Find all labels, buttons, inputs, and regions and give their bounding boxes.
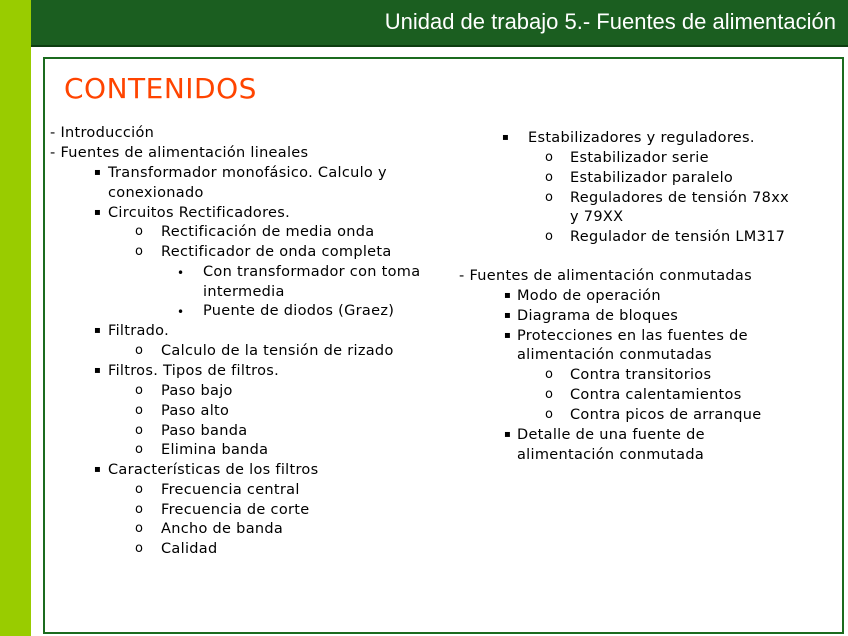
list-item: Elimina banda bbox=[161, 442, 269, 458]
circle-bullet-icon: o bbox=[135, 541, 143, 556]
list-item: Rectificación de media onda bbox=[161, 224, 375, 240]
square-bullet-icon: ▪ bbox=[94, 365, 101, 376]
list-item: Regulador de tensión LM317 bbox=[570, 229, 786, 245]
list-item: Detalle de una fuente de bbox=[517, 427, 705, 443]
list-item: Rectificador de onda completa bbox=[161, 244, 392, 260]
list-item: - Fuentes de alimentación lineales bbox=[50, 145, 309, 161]
list-item: Protecciones en las fuentes de bbox=[517, 328, 748, 344]
square-bullet-icon: ▪ bbox=[94, 167, 101, 178]
list-item: Paso alto bbox=[161, 403, 230, 419]
list-item: - Introducción bbox=[50, 125, 155, 141]
circle-bullet-icon: o bbox=[545, 150, 553, 165]
circle-bullet-icon: o bbox=[545, 190, 553, 205]
list-item: Estabilizador serie bbox=[570, 150, 709, 166]
list-item: Frecuencia central bbox=[161, 482, 300, 498]
circle-bullet-icon: o bbox=[545, 229, 553, 244]
circle-bullet-icon: o bbox=[135, 343, 143, 358]
slide-header bbox=[31, 0, 848, 47]
list-item: Frecuencia de corte bbox=[161, 502, 310, 518]
list-item: Paso banda bbox=[161, 423, 248, 439]
circle-bullet-icon: o bbox=[135, 403, 143, 418]
list-item: - Fuentes de alimentación conmutadas bbox=[459, 268, 752, 284]
list-item: Paso bajo bbox=[161, 383, 233, 399]
list-item: Características de los filtros bbox=[108, 462, 319, 478]
circle-bullet-icon: o bbox=[135, 482, 143, 497]
list-item: y 79XX bbox=[570, 209, 624, 225]
square-bullet-icon: ▪ bbox=[504, 330, 511, 341]
list-item: Contra transitorios bbox=[570, 367, 712, 383]
square-bullet-icon: ▪ bbox=[94, 464, 101, 475]
circle-bullet-icon: o bbox=[135, 383, 143, 398]
dot-bullet-icon: • bbox=[177, 266, 185, 280]
list-item: Con transformador con toma bbox=[203, 264, 421, 280]
list-item: Calculo de la tensión de rizado bbox=[161, 343, 394, 359]
dot-bullet-icon: • bbox=[177, 305, 185, 319]
circle-bullet-icon: o bbox=[135, 521, 143, 536]
square-bullet-icon: ▪ bbox=[502, 132, 509, 143]
list-item: alimentación conmutadas bbox=[517, 347, 712, 363]
list-item: Diagrama de bloques bbox=[517, 308, 679, 324]
list-item: Puente de diodos (Graez) bbox=[203, 303, 395, 319]
left-accent-bar bbox=[0, 0, 31, 636]
list-item: Ancho de banda bbox=[161, 521, 284, 537]
square-bullet-icon: ▪ bbox=[504, 290, 511, 301]
circle-bullet-icon: o bbox=[135, 423, 143, 438]
circle-bullet-icon: o bbox=[545, 407, 553, 422]
list-item: Reguladores de tensión 78xx bbox=[570, 190, 789, 206]
list-item: alimentación conmutada bbox=[517, 447, 705, 463]
list-item: intermedia bbox=[203, 284, 285, 300]
list-item: Calidad bbox=[161, 541, 218, 557]
list-item: Estabilizador paralelo bbox=[570, 170, 734, 186]
list-item: Contra calentamientos bbox=[570, 387, 742, 403]
circle-bullet-icon: o bbox=[135, 224, 143, 239]
list-item: Filtrado. bbox=[108, 323, 170, 339]
list-item: Contra picos de arranque bbox=[570, 407, 762, 423]
circle-bullet-icon: o bbox=[135, 244, 143, 259]
circle-bullet-icon: o bbox=[545, 170, 553, 185]
list-item: Modo de operación bbox=[517, 288, 661, 304]
list-item: Estabilizadores y reguladores. bbox=[528, 130, 755, 146]
circle-bullet-icon: o bbox=[135, 442, 143, 457]
circle-bullet-icon: o bbox=[135, 502, 143, 517]
square-bullet-icon: ▪ bbox=[504, 310, 511, 321]
section-heading: CONTENIDOS bbox=[64, 72, 257, 105]
list-item: Circuitos Rectificadores. bbox=[108, 205, 291, 221]
square-bullet-icon: ▪ bbox=[94, 325, 101, 336]
circle-bullet-icon: o bbox=[545, 367, 553, 382]
square-bullet-icon: ▪ bbox=[94, 207, 101, 218]
list-item: conexionado bbox=[108, 185, 204, 201]
slide-title: Unidad de trabajo 5.- Fuentes de alimentación bbox=[384, 9, 836, 34]
list-item: Filtros. Tipos de filtros. bbox=[108, 363, 280, 379]
circle-bullet-icon: o bbox=[545, 387, 553, 402]
list-item: Transformador monofásico. Calculo y bbox=[108, 165, 387, 181]
square-bullet-icon: ▪ bbox=[504, 429, 511, 440]
